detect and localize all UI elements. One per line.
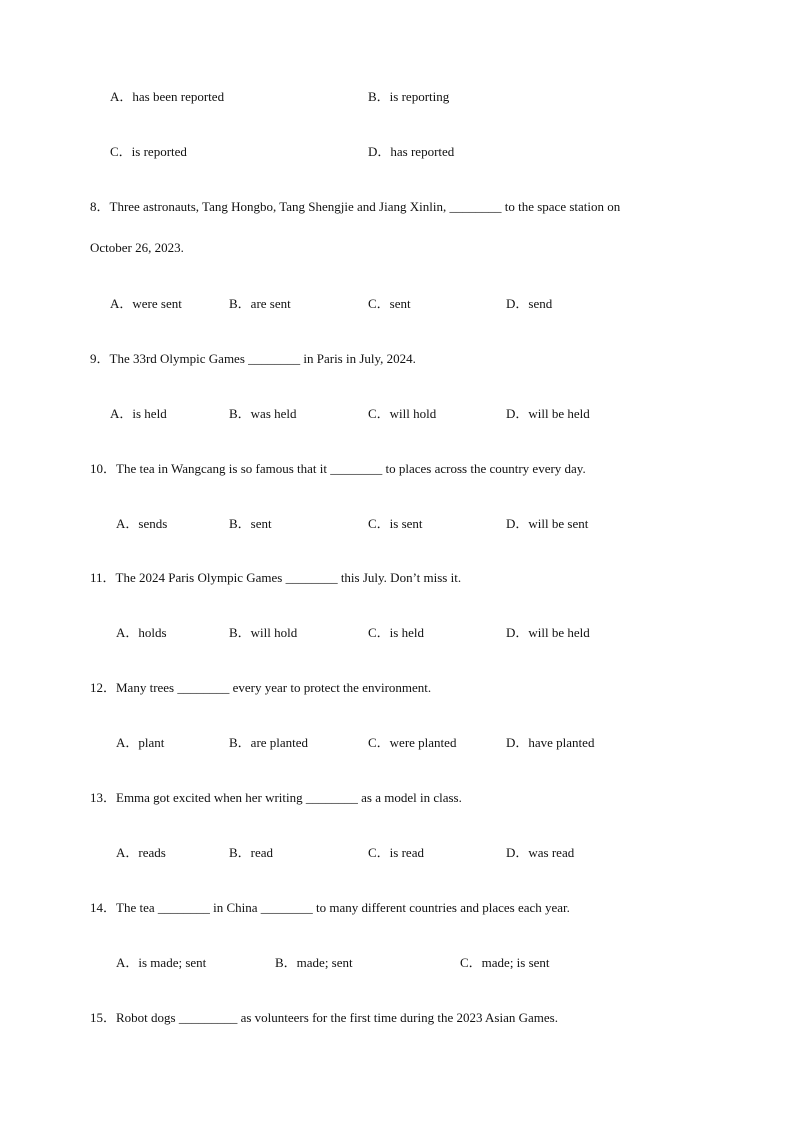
q10-option-d: D．will be sent	[506, 516, 589, 531]
q12-option-c: C．were planted	[368, 735, 457, 750]
q11-stem: 11．The 2024 Paris Olympic Games ________ this July. Don’t miss it.	[90, 570, 462, 585]
q8-stem-line2: October 26, 2023.	[90, 240, 184, 255]
q9-option-a: A．is held	[110, 406, 167, 421]
q12-option-d: D．have planted	[506, 735, 595, 750]
q13-option-b: B．read	[229, 845, 274, 860]
q11-option-a: A．holds	[116, 625, 167, 640]
q9-option-b: B．was held	[229, 406, 297, 421]
q7-option-a: A．has been reported	[110, 89, 225, 104]
q14-option-b: B．made; sent	[275, 955, 353, 970]
q8-stem-line1: 8．Three astronauts, Tang Hongbo, Tang Shengjie and Jiang Xinlin, ________ to the space station on	[90, 199, 621, 214]
q14-option-c: C．made; is sent	[460, 955, 550, 970]
q9-stem: 9．The 33rd Olympic Games ________ in Paris in July, 2024.	[90, 351, 416, 366]
q13-option-c: C．is read	[368, 845, 424, 860]
q7-option-b: B．is reporting	[368, 89, 450, 104]
q7-option-c: C．is reported	[110, 144, 187, 159]
q7-option-d: D．has reported	[368, 144, 455, 159]
q11-option-b: B．will hold	[229, 625, 298, 640]
q11-option-c: C．is held	[368, 625, 424, 640]
q8-option-b: B．are sent	[229, 296, 291, 311]
q10-stem: 10．The tea in Wangcang is so famous that it ________ to places across the country every day.	[90, 461, 586, 476]
q12-option-a: A．plant	[116, 735, 165, 750]
q9-option-c: C．will hold	[368, 406, 437, 421]
q14-option-a: A．is made; sent	[116, 955, 207, 970]
q15-stem: 15．Robot dogs _________ as volunteers for the first time during the 2023 Asian Games.	[90, 1010, 558, 1025]
q10-option-b: B．sent	[229, 516, 272, 531]
q13-stem: 13．Emma got excited when her writing ________ as a model in class.	[90, 790, 462, 805]
q12-stem: 12．Many trees ________ every year to protect the environment.	[90, 680, 432, 695]
q10-option-c: C．is sent	[368, 516, 423, 531]
q13-option-d: D．was read	[506, 845, 575, 860]
q12-option-b: B．are planted	[229, 735, 309, 750]
q10-option-a: A．sends	[116, 516, 168, 531]
q8-option-a: A．were sent	[110, 296, 182, 311]
q8-option-c: C．sent	[368, 296, 411, 311]
q9-option-d: D．will be held	[506, 406, 590, 421]
q8-option-d: D．send	[506, 296, 553, 311]
q14-stem: 14．The tea ________ in China ________ to many different countries and places each year.	[90, 900, 570, 915]
q11-option-d: D．will be held	[506, 625, 590, 640]
q13-option-a: A．reads	[116, 845, 166, 860]
